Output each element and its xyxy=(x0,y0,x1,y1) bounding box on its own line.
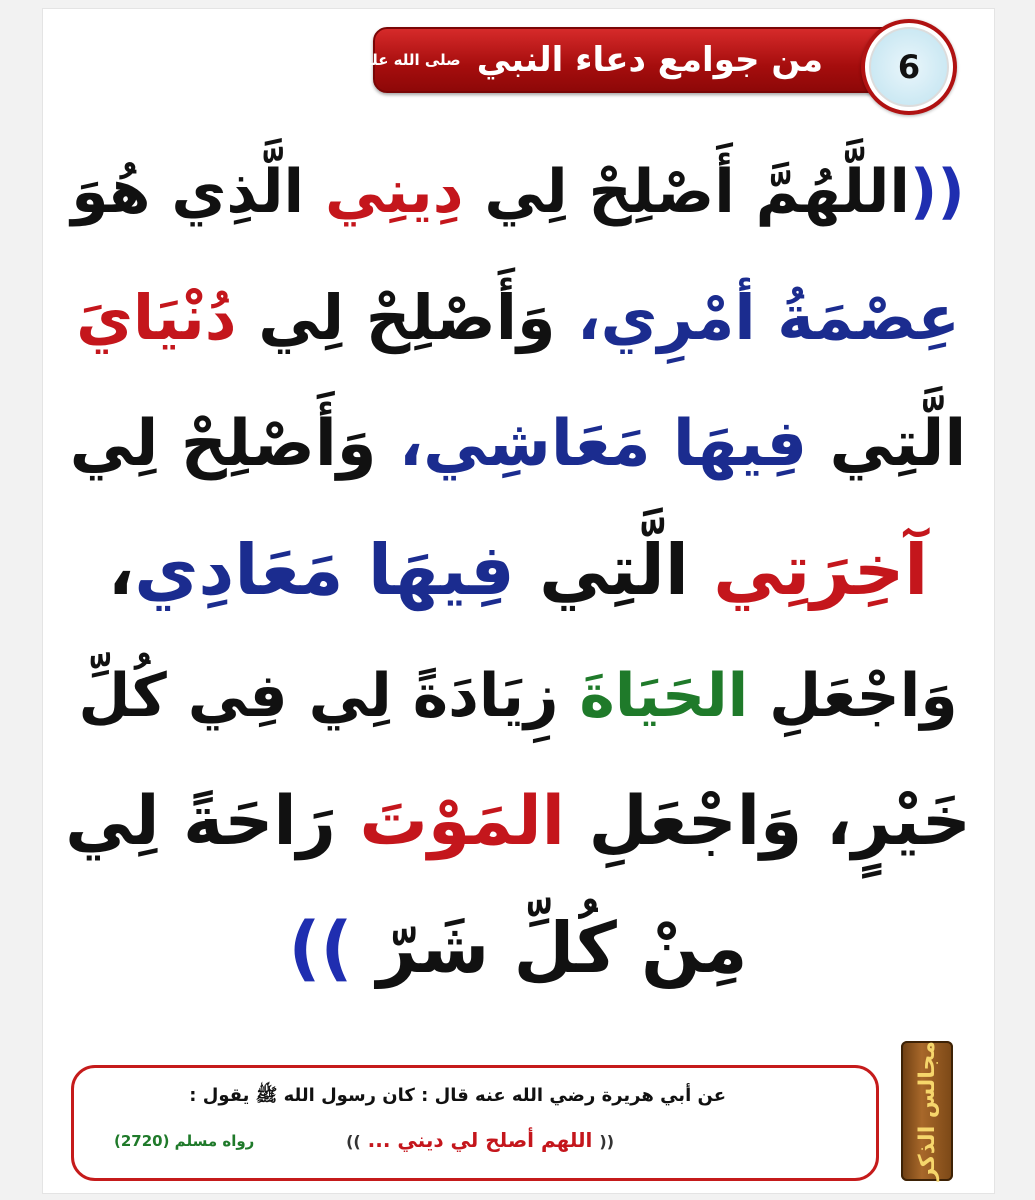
excerpt-open: (( xyxy=(599,1132,614,1151)
title-banner xyxy=(309,27,903,93)
highlight-phrase: عِصْمَةُ أمْرِي، xyxy=(555,281,960,354)
hadith-reference: رواه مسلم (2720) xyxy=(114,1132,255,1150)
highlight-word-religion: دِينِي xyxy=(324,157,464,227)
highlight-phrase: فِيهَا مَعَادِي xyxy=(134,529,515,611)
highlight-word-world: دُنْيَايَ xyxy=(76,281,237,354)
phrase: خَيْرٍ، وَاجْعَلِ xyxy=(564,782,971,861)
phrase: رَاحَةً لِي xyxy=(65,782,360,861)
phrase: وَاجْعَلِ xyxy=(748,661,958,731)
hadith-card xyxy=(42,8,995,1194)
opening-brackets: (( xyxy=(909,157,965,227)
source-box xyxy=(71,1065,879,1181)
hadith-text xyxy=(65,129,971,1011)
hadith-line-5 xyxy=(65,633,971,759)
hadith-line-3 xyxy=(65,381,971,507)
phrase: اللَّهُمَّ أَصْلِحْ لِي xyxy=(463,157,910,227)
hadith-line-6 xyxy=(65,759,971,885)
phrase: الَّذِي هُوَ xyxy=(71,157,325,227)
phrase: زِيَادَةً لِي فِي كُلِّ xyxy=(78,661,580,731)
highlight-phrase: فِيهَا مَعَاشِي، xyxy=(376,407,808,481)
hadith-line-7 xyxy=(65,885,971,1011)
excerpt-close: )) xyxy=(346,1132,361,1151)
narration-text: عن أبي هريرة رضي الله عنه قال : كان رسول الله ﷺ يقول : xyxy=(189,1085,726,1106)
hadith-line-1 xyxy=(65,129,971,255)
highlight-word-death: المَوْتَ xyxy=(359,782,565,861)
hadith-line-4 xyxy=(65,507,971,633)
phrase: مِنْ كُلِّ شَرّ xyxy=(352,907,748,989)
brand-logo xyxy=(901,1041,953,1181)
excerpt-body: اللهم أصلح لي ديني ... xyxy=(360,1128,600,1152)
highlight-word-life: الحَيَاةَ xyxy=(579,661,749,731)
number-badge-value: 6 xyxy=(869,27,949,107)
phrase: الَّتِي xyxy=(807,407,967,481)
phrase: وَأَصْلِحْ لِي xyxy=(236,281,556,354)
excerpt-text xyxy=(346,1128,614,1152)
honorific-seal: صلى الله عليه وسلم xyxy=(309,50,461,69)
hadith-line-2 xyxy=(65,255,971,381)
comma: ، xyxy=(107,529,135,611)
number-badge xyxy=(861,19,957,115)
highlight-word-hereafter: آخِرَتِي xyxy=(713,529,929,611)
banner-title: من جوامع دعاء النبي xyxy=(476,40,823,80)
brand-logo-text: مجالس الذكر xyxy=(914,1041,940,1181)
phrase: الَّتِي xyxy=(514,529,714,611)
closing-brackets: )) xyxy=(288,907,353,989)
phrase: وَأَصْلِحْ لِي xyxy=(69,407,377,481)
